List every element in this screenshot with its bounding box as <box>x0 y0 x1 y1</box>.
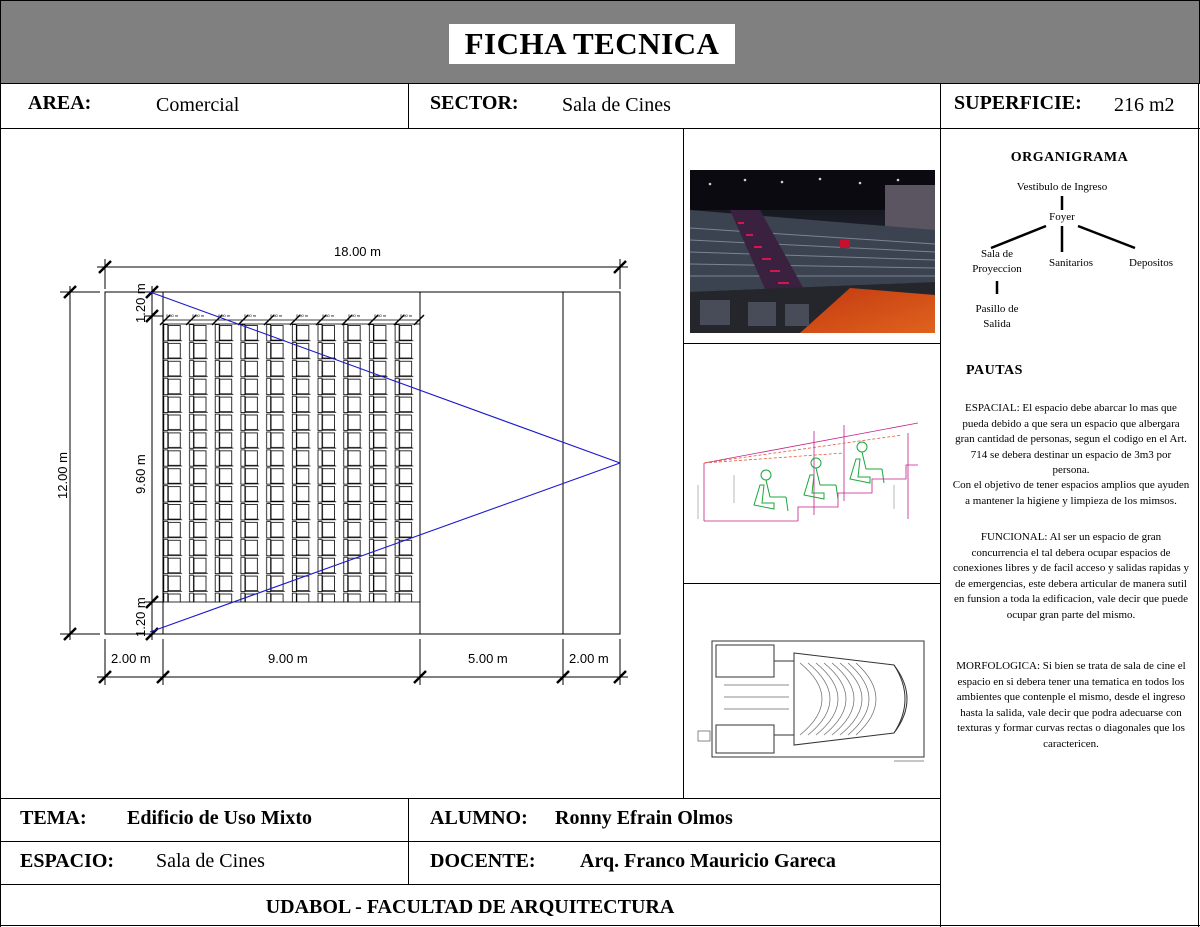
svg-text:0.50 m: 0.50 m <box>374 313 387 318</box>
dim-bottom-3: 5.00 m <box>468 651 508 666</box>
node-sala-2: Proyeccion <box>972 263 1022 275</box>
svg-text:0.50 m: 0.50 m <box>166 313 179 318</box>
dim-bottom-2: 9.00 m <box>268 651 308 666</box>
pautas-title: PAUTAS <box>966 363 1023 378</box>
node-sanitarios: Sanitarios <box>1049 257 1093 269</box>
dim-height-total: 12.00 m <box>55 452 70 499</box>
organigrama-title: ORGANIGRAMA <box>1010 150 1129 165</box>
organigrama-connectors <box>941 190 1198 310</box>
divider-image-2 <box>683 583 940 584</box>
svg-text:0.50 m: 0.50 m <box>218 313 231 318</box>
docente-value: Arq. Franco Mauricio Gareca <box>580 850 836 872</box>
floor-plan-drawing <box>0 129 683 798</box>
pautas-espacial: ESPACIAL: El espacio debe abarcar lo mas que pueda debido a que sera un espacio que albergara gran cantidad de personas, segun el codigo en el Art. 714 se debera destinar un espacio de 3m3 por persona. <box>955 402 1187 476</box>
superficie-value: 216 m2 <box>1114 94 1175 116</box>
divider-images <box>683 128 684 798</box>
border-right <box>1198 84 1199 927</box>
pautas-espacial-extra: Con el objetivo de tener espacios amplios que ayuden a mantener la higiene y limpieza de los mimsos. <box>952 479 1190 507</box>
espacio-label: ESPACIO: <box>20 850 115 872</box>
node-foyer: Foyer <box>1049 211 1075 223</box>
dim-bottom-1: 2.00 m <box>111 651 151 666</box>
dim-aisle-top: 1.20 m <box>133 283 148 323</box>
dim-aisle-bottom: 1.20 m <box>133 597 148 637</box>
docente-label: DOCENTE: <box>430 850 536 872</box>
node-depositos: Depositos <box>1129 257 1173 269</box>
node-sala-1: Sala de <box>980 248 1014 260</box>
svg-text:0.50 m: 0.50 m <box>296 313 309 318</box>
seating-block <box>163 324 420 602</box>
divider-area-sector <box>408 84 409 128</box>
svg-text:0.50 m: 0.50 m <box>192 313 205 318</box>
pautas-morfologica: MORFOLOGICA: Si bien se trata de sala de cine el espacio en si debera tener una tematica en todos los ambientes que contenple el mismo, desde el ingreso hasta la salida, vale decir que podra adecuarse con texturas y formar curvas rectas o diagonales que los caractericen. <box>956 660 1186 750</box>
page-title: FICHA TECNICA <box>449 24 735 64</box>
section-drawing <box>694 415 929 525</box>
svg-text:0.50 m: 0.50 m <box>270 313 283 318</box>
alumno-label: ALUMNO: <box>430 807 528 829</box>
dim-width-total: 18.00 m <box>334 244 381 259</box>
node-vestibulo: Vestibulo de Ingreso <box>1016 181 1108 193</box>
pautas-funcional: FUNCIONAL: Al ser un espacio de gran concurrencia el tal debera ocupar espacios de conexiones libres y de facil acceso y salidas rapidas y de emergencias, este debera articular de manera sutil en funsion a toda la edificacion, vale decir que puede ocupar gran parte del mismo. <box>952 531 1190 621</box>
svg-text:0.50 m: 0.50 m <box>348 313 361 318</box>
node-pasillo-2: Salida <box>983 318 1011 330</box>
institution: UDABOL - FACULTAD DE ARQUITECTURA <box>265 896 675 918</box>
tema-label: TEMA: <box>20 807 87 829</box>
svg-text:0.50 m: 0.50 m <box>322 313 335 318</box>
svg-text:0.50 m: 0.50 m <box>244 313 257 318</box>
espacio-value: Sala de Cines <box>156 850 265 872</box>
tema-value: Edificio de Uso Mixto <box>127 807 312 829</box>
area-value: Comercial <box>156 94 240 116</box>
superficie-label: SUPERFICIE: <box>954 92 1082 114</box>
area-label: AREA: <box>28 92 92 114</box>
cinema-photo <box>690 170 935 333</box>
divider-footer-2 <box>0 841 940 842</box>
divider-image-1 <box>683 343 940 344</box>
node-pasillo-1: Pasillo de <box>975 303 1019 315</box>
plan-drawing <box>694 635 930 765</box>
dim-bottom-4: 2.00 m <box>569 651 609 666</box>
border-bottom <box>0 925 1200 926</box>
dim-seating-height: 9.60 m <box>133 454 148 494</box>
svg-text:0.50 m: 0.50 m <box>400 313 413 318</box>
sector-value: Sala de Cines <box>562 94 671 116</box>
divider-footer-3 <box>0 884 940 885</box>
divider-footer-vertical <box>408 798 409 884</box>
divider-footer-1 <box>0 798 940 799</box>
sector-label: SECTOR: <box>430 92 519 114</box>
alumno-value: Ronny Efrain Olmos <box>555 807 733 829</box>
